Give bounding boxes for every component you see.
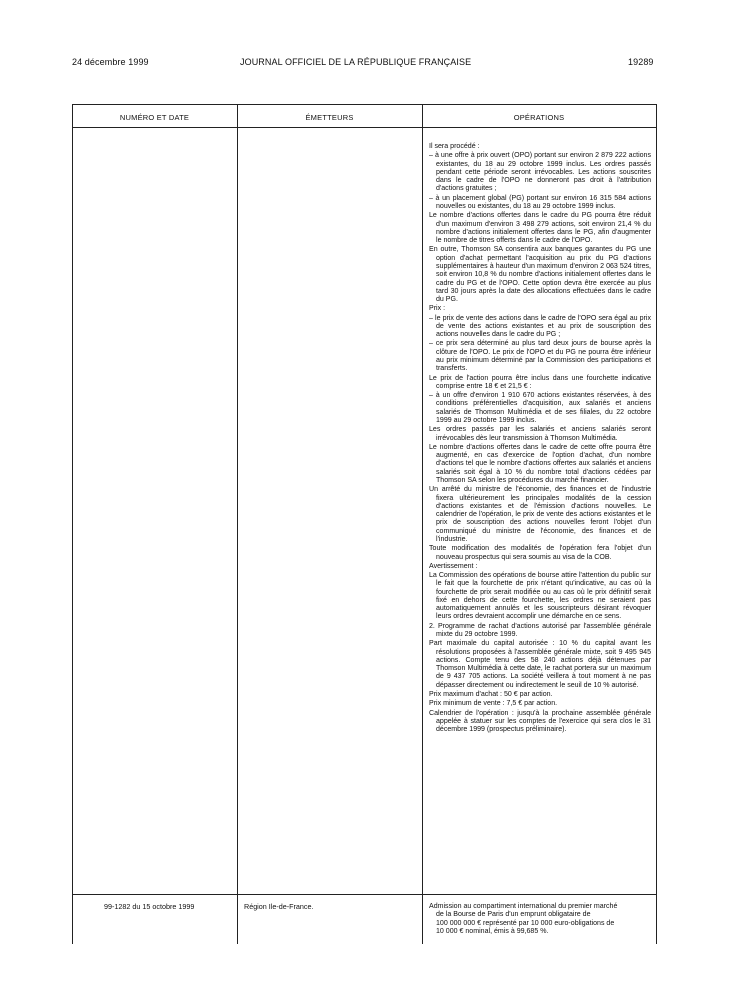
table-left-border xyxy=(72,104,73,944)
operation-paragraph: Un arrêté du ministre de l'économie, des finances et de l'industrie fixera ultérieurement les principales modalités de la cession d'actions existantes et de l'émission d'actions nouvelles. Le calendrier de l'opération, le prix de vente des actions existantes et le prix de souscription des actions nouvelles feront l'objet d'un communiqué du ministre de l'économie, des finances et de l'industrie. xyxy=(429,486,651,543)
operation-paragraph: 2. Programme de rachat d'actions autorisé par l'assemblée générale mixte du 29 octobre 1999. xyxy=(429,622,651,639)
operation-paragraph: Le nombre d'actions offertes dans le cadre de cette offre pourra être augmenté, en cas d'exercice de l'option d'achat, d'un nombre d'actions tel que le nombre d'actions offertes aux salariés et anciens salariés soit égal à 10 % du nombre total d'actions cédées par Thomson SA selon les procédures du marché financier. xyxy=(429,443,651,484)
row2-operation-line: 100 000 000 € représenté par 10 000 euro-obligations de xyxy=(436,919,615,927)
column-header-operations: OPÉRATIONS xyxy=(513,113,565,122)
row2-operation-line: de la Bourse de Paris d'un emprunt obligataire de xyxy=(436,911,591,919)
operation-paragraph: Prix : xyxy=(429,305,446,313)
operation-paragraph: La Commission des opérations de bourse attire l'attention du public sur le fait que la fourchette de prix n'étant qu'indicative, au cas où la fourchette de prix serait modifiée ou au cas où le prix définitif serait fixé en dehors de cette fourchette, les ordres ne seraient pas automatiquement annulés et les souscripteurs désirant révoquer leurs ordres devraient accomplir une démarche en ce sens. xyxy=(429,572,651,621)
operation-paragraph: Avertissement : xyxy=(429,562,478,570)
table-header-border xyxy=(72,127,656,128)
operation-paragraph: – ce prix sera déterminé au plus tard deux jours de bourse après la clôture de l'OPO. Le prix de l'OPO et du PG ne pourra être inférieur au prix minimum déterminé par la Commission des participations et transferts. xyxy=(429,340,651,373)
column-header-issuers: ÉMETTEURS xyxy=(305,113,354,122)
row2-operations-cell xyxy=(429,903,651,936)
column-divider-2 xyxy=(422,104,423,944)
operation-paragraph: En outre, Thomson SA consentira aux banques garantes du PG une option d'achat permettant l'acquisition au prix du PG d'actions supplémentaires à hauteur d'un maximum d'environ 2 063 524 titres, soit environ 10,8 % du nombre d'actions initialement offertes dans le cadre du PG et de l'OPO. Cette option devra être exercée au plus tard 30 jours après la date des allocations effectuées dans le cadre du PG. xyxy=(429,246,651,304)
operation-paragraph: Toute modification des modalités de l'opération fera l'objet d'un nouveau prospectus qui sera soumis au visa de la COB. xyxy=(429,545,651,561)
operation-paragraph: Le nombre d'actions offertes dans le cadre du PG pourra être réduit d'un maximum d'environ 3 498 279 actions, soit environ 21,4 % du nombre d'actions initialement offertes dans le PG, afin d'augmenter le nombre de titres offerts dans le cadre de l'OPO. xyxy=(429,212,651,245)
operation-paragraph: – à un offre d'environ 1 910 670 actions existantes réservées, à des conditions préférentielles d'acquisition, aux salariés et anciens salariés de Thomson Multimédia et de ses filiales, du 22 octobre 1999 au 29 octobre 1999 inclus. xyxy=(429,392,651,424)
operation-paragraph: – le prix de vente des actions dans le cadre de l'OPO sera égal au prix de vente des actions existantes et au prix de souscription des actions nouvelles dans le cadre du PG ; xyxy=(429,314,651,339)
row2-issuer: Région Ile-de-France. xyxy=(244,902,314,911)
table-right-border xyxy=(656,104,657,944)
operation-paragraph: Calendrier de l'opération : jusqu'à la prochaine assemblée générale appelée à statuer sur les comptes de l'exercice qui sera clos le 31 décembre 1999 (prospectus préliminaire). xyxy=(429,709,651,734)
operation-paragraph: Part maximale du capital autorisée : 10 % du capital avant les résolutions proposées à l'assemblée générale mixte, soit 9 495 945 actions. Compte tenu des 58 240 actions déjà détenues par Thomson Multimédia à cette date, le rachat portera sur un maximum de 9 437 705 actions. La société veillera à tout moment à ne pas dépasser directement ou indirectement le seuil de 10 % autorisé. xyxy=(429,640,651,689)
row-divider xyxy=(72,894,656,895)
operation-paragraph: Le prix de l'action pourra être inclus dans une fourchette indicative comprise entre 18 € et 21,5 € : xyxy=(429,374,651,390)
operation-paragraph: Il sera procédé : xyxy=(429,143,480,150)
operation-paragraph: – à un placement global (PG) portant sur environ 16 315 584 actions nouvelles ou existantes, du 18 au 29 octobre 1999 inclus. xyxy=(429,194,651,210)
row2-number-date: 99-1282 du 15 octobre 1999 xyxy=(104,902,195,911)
page-number: 19289 xyxy=(628,57,654,67)
header-date: 24 décembre 1999 xyxy=(72,57,149,67)
operation-paragraph: – à une offre à prix ouvert (OPO) portant sur environ 2 879 222 actions existantes, du 18 au 29 octobre 1999 inclus. Les ordres passés pendant cette période seront irrévocables. Les actions souscrites dans le cadre de l'OPO ne donneront pas droit à l'attribution d'actions gratuites ; xyxy=(429,152,651,193)
column-divider-1 xyxy=(237,104,238,944)
row2-operation-line: Admission au compartiment international du premier marché xyxy=(429,903,618,910)
operation-paragraph: Prix maximum d'achat : 50 € par action. xyxy=(429,691,553,698)
row2-operation-line: 10 000 € nominal, émis à 99,685 %. xyxy=(436,927,549,935)
column-header-number-date: NUMÉRO ET DATE xyxy=(119,113,190,122)
journal-title: JOURNAL OFFICIEL DE LA RÉPUBLIQUE FRANÇAISE xyxy=(240,57,472,67)
operation-paragraph: Prix minimum de vente : 7,5 € par action. xyxy=(429,700,558,708)
operation-paragraph: Les ordres passés par les salariés et anciens salariés seront irrévocables dès leur transmission à Thomson Multimédia. xyxy=(429,426,651,442)
table-top-border xyxy=(72,104,656,105)
row1-operations-cell xyxy=(429,143,651,735)
